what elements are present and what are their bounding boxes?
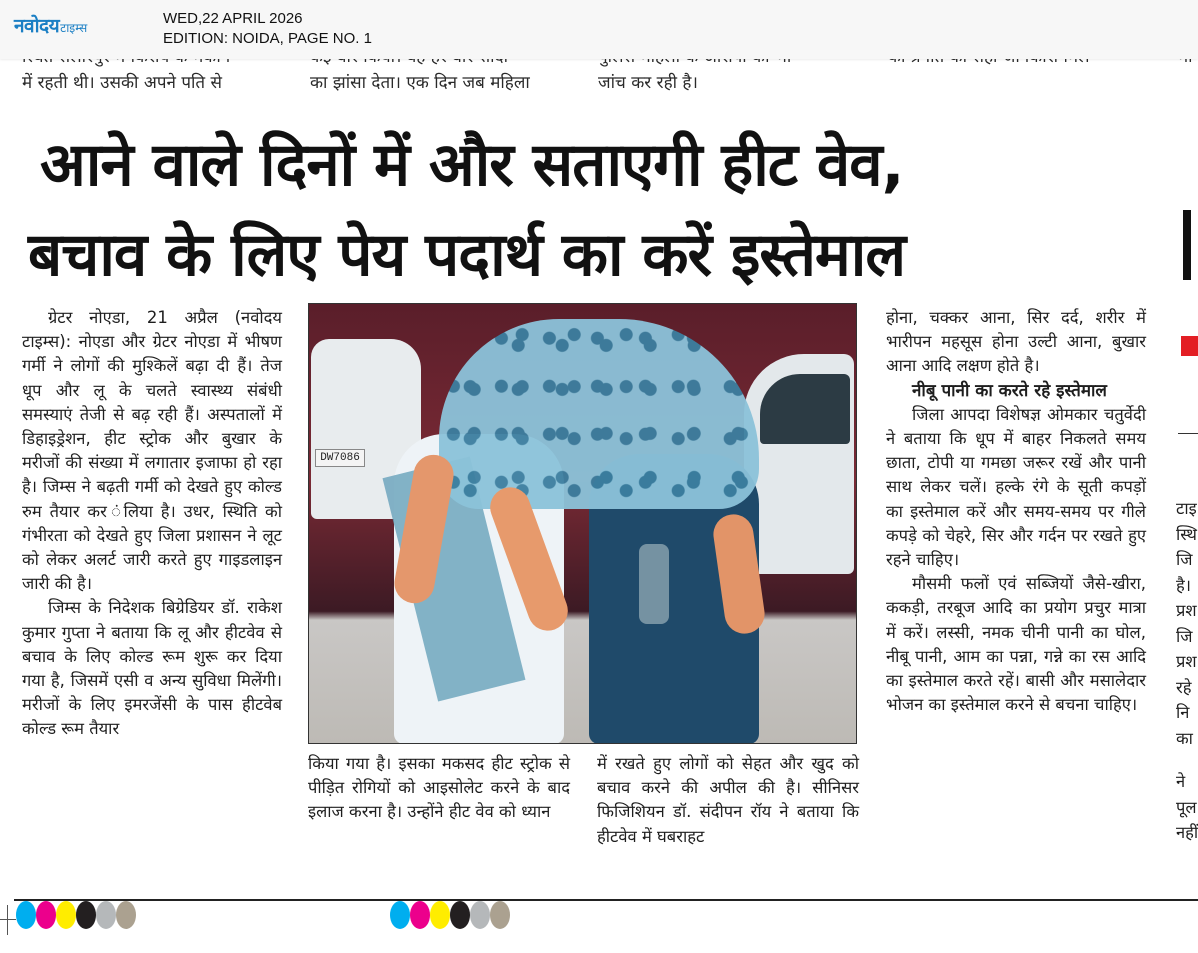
issue-date: WED,22 APRIL 2026	[163, 10, 303, 27]
edition-page: EDITION: NOIDA, PAGE NO. 1	[163, 30, 372, 47]
swatch-magenta	[36, 901, 56, 929]
divider-dash	[1178, 433, 1198, 434]
text-line: में रहती थी। उसकी अपने पति से	[22, 73, 222, 93]
swatch-gray	[96, 901, 116, 929]
swatch-yellow	[56, 901, 76, 929]
car-window	[760, 374, 850, 444]
article-paragraph: किया गया है। इसका मकसद हीट स्ट्रोक से पीड़ित रोगियों को आइसोलेट करने के बाद इलाज करना है। उन्होंने हीट वेव को ध्यान	[308, 754, 570, 822]
swatch-tan	[116, 901, 136, 929]
swatch-gray	[470, 901, 490, 929]
text-line: पूल	[1176, 797, 1197, 817]
article-paragraph: जिला आपदा विशेषज्ञ ओमकार चतुर्वेदी ने बताया कि धूप में बाहर निकलते समय छाता, टोपी या गमछा जरूर रखें और पानी साथ लेकर चलें। हल्के रंगे के सूती कपड़ों का इस्तेमाल करें और समय-समय पर गीले कपड़े को चेहरे, सिर और गर्दन पर रखते हुए रहने चाहिए।	[886, 404, 1146, 570]
text-line: है।	[1176, 575, 1192, 595]
article-column-2	[308, 752, 570, 825]
swatch-cyan	[16, 901, 36, 929]
color-swatches-left	[16, 901, 136, 929]
article-subheading: नीबू पानी का करते रहे इस्तेमाल	[912, 380, 1107, 401]
number-plate: DW7086	[315, 449, 365, 467]
swatch-cyan	[390, 901, 410, 929]
logo-sub-text: टाइम्स	[60, 21, 88, 35]
text-line: स्थि	[1176, 524, 1197, 544]
text-line: जि	[1176, 550, 1193, 569]
text-line: जि	[1176, 626, 1193, 646]
text-line: का	[1176, 728, 1193, 748]
swatch-magenta	[410, 901, 430, 929]
text-line: प्रश	[1176, 601, 1197, 620]
article-paragraph: मौसमी फलों एवं सब्जियों जैसे-खीरा, ककड़ी, तरबूज आदि का प्रयोग प्रचुर मात्रा में करें। लस्सी, नमक चीनी पानी का घोल, नीबू पानी, आम का पन्ना, गन्ने का रस आदि का इस्तेमाल करते रहें। बासी और मसालेदार भोजन का इस्तेमाल करने से बचना चाहिए।	[886, 574, 1146, 715]
headline	[28, 120, 1148, 300]
swatch-black	[450, 901, 470, 929]
top-bar	[0, 0, 1198, 59]
article-column-4	[886, 306, 1146, 717]
text-line: नि	[1176, 703, 1190, 722]
water-bottle	[639, 544, 669, 624]
article-paragraph: जिम्स के निदेशक बिग्रेडियर डॉ. राकेश कुमार गुप्ता ने बताया कि लू और हीटवेव से बचाव के लिए कोल्ड रूम शुरू कर दिया गया है, जिसमें एसी व अन्य सुविधा मिलेंगी। मरीजों के लिए इमरजेंसी के पास हीटवेब कोल्ड रूम तैयार	[22, 598, 282, 739]
next-headline-fragment	[1183, 210, 1198, 280]
text-line: का झांसा देता। एक दिन जब महिला	[310, 73, 530, 93]
text-line: रहे	[1176, 677, 1192, 697]
text-line: प्रश	[1176, 652, 1197, 671]
swatch-tan	[490, 901, 510, 929]
text-line: नहीं	[1176, 823, 1198, 842]
article-paragraph: ग्रेटर नोएडा, 21 अप्रैल (नवोदय टाइम्स): नोएडा और ग्रेटर नोएडा में भीषण गर्मी ने लोगों की मुश्किलें बढ़ा दी हैं। तेज धूप और लू के चलते स्वास्थ्य संबंधी समस्याएं तेजी से बढ़ रही हैं। अस्पतालों में डिहाइड्रेशन, हीट स्ट्रोक और बुखार के मरीजों की संख्या में लगातार इजाफा हो रहा है। जिम्स ने बढ़ती गर्मी को देखते हुए कोल्ड रुम तैयार कर ंलिया है। उधर, स्थिति को गंभीरता को देखते हुए जिला प्रशासन ने लूट को लेकर अलर्ट जारी करते हुए गाइडलाइन जारी की है।	[22, 308, 282, 594]
logo-main-text: नवोदय	[14, 15, 60, 37]
color-swatches-center	[390, 901, 510, 929]
article-paragraph: होना, चक्कर आना, सिर दर्द, शरीर में भारीपन महसूस होना उल्टी आना, बुखार आना आदि लक्षण होते है।	[886, 308, 1146, 376]
registration-crosshair-icon	[0, 905, 16, 935]
headline-line-1: आने वाले दिनों में और सताएगी हीट वेव,	[40, 130, 904, 200]
text-line: ने	[1176, 772, 1186, 791]
article-paragraph: में रखते हुए लोगों को सेहत और खुद को बचाव करने की अपील की है। सीनिसर फिजिशियन डॉ. संदीपन रॉय ने बताया कि हीटवेव में घबराहट	[597, 754, 859, 846]
article-column-3	[597, 752, 859, 849]
next-story-column	[1176, 496, 1198, 846]
text-line: टाइ	[1176, 499, 1197, 518]
article-column-1	[22, 306, 282, 742]
shawl-covering	[439, 319, 759, 509]
section-marker-red	[1181, 336, 1198, 356]
newspaper-logo[interactable]	[14, 12, 87, 38]
news-photo-heatwave	[308, 303, 857, 744]
headline-line-2: बचाव के लिए पेय पदार्थ का करें इस्तेमाल	[28, 220, 905, 290]
swatch-black	[76, 901, 96, 929]
edition-info	[163, 9, 372, 49]
page-bottom-rule	[14, 899, 1198, 901]
text-line: जांच कर रही है।	[598, 73, 698, 93]
swatch-yellow	[430, 901, 450, 929]
